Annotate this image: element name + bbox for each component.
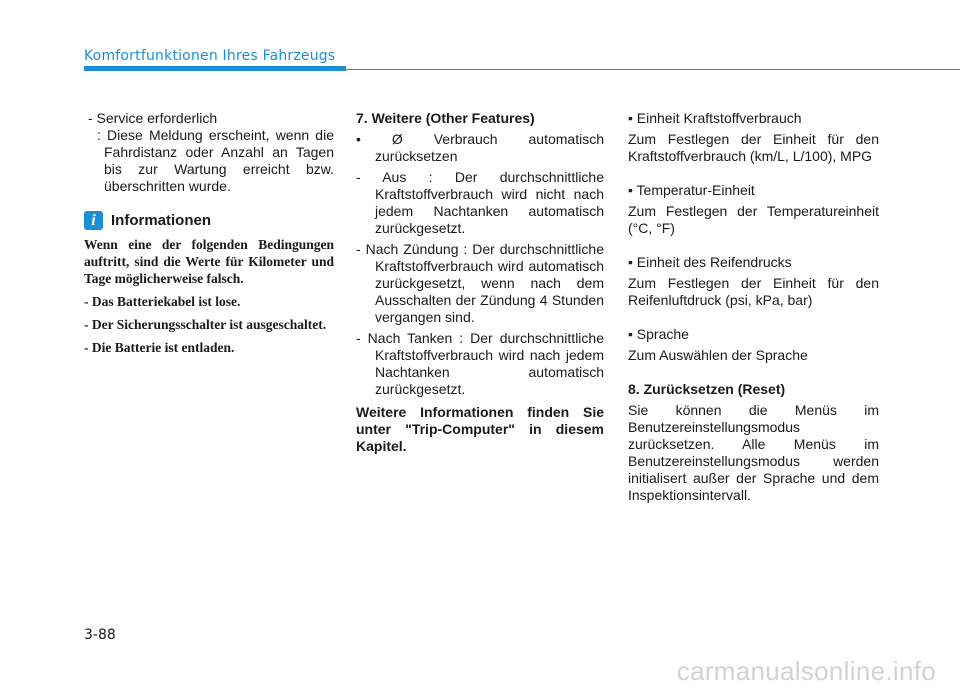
info-icon: i: [84, 211, 103, 230]
info-text: Wenn eine der folgenden Bedingungen auftritt, sind die Werte für Kilometer und Tage möglicherweise falsch.: [84, 237, 334, 286]
reset-description: Sie können die Menüs im Benutzereinstellungsmodus zurücksetzen. Alle Menüs im Benutzereinstellungsmodus werden initialisert außer der Sprache und dem Inspektionsintervall.: [628, 402, 879, 503]
bullet-language: • Sprache: [628, 326, 689, 342]
info-item: - Die Batterie ist entladen.: [84, 340, 235, 355]
tire-pressure-description: Zum Festlegen der Einheit für den Reifenluftdruck (psi, kPa, bar): [628, 275, 879, 308]
option-item: - Nach Tanken : Der durchschnittliche Kraftstoffverbrauch wird nach jedem Nachtanken automatisch zurückgesetzt.: [356, 330, 604, 397]
info-item: - Das Batteriekabel ist lose.: [84, 294, 241, 309]
bullet-reset-consumption: • Ø Verbrauch automatisch zurücksetzen: [356, 131, 604, 164]
header-rule: [346, 69, 960, 70]
section-heading-7: 7. Weitere (Other Features): [356, 110, 535, 126]
more-info-note: Weitere Informationen finden Sie unter "Trip-Computer" in diesem Kapitel.: [356, 404, 604, 454]
fuel-unit-description: Zum Festlegen der Einheit für den Kraftstoffverbrauch (km/L, L/100), MPG: [628, 131, 879, 164]
column-right: [628, 110, 879, 504]
info-item: - Der Sicherungsschalter ist ausgeschaltet.: [84, 317, 327, 332]
header-accent-bar: [84, 66, 346, 71]
page-number: 3-88: [84, 627, 116, 643]
column-left: [84, 110, 334, 356]
info-header: [84, 211, 334, 230]
service-description: : Diese Meldung erscheint, wenn die Fahrdistanz oder Anzahl an Tagen bis zur Wartung erreicht bzw. überschritten wurde.: [97, 127, 334, 194]
header-title: Komfortfunktionen Ihres Fahrzeugs: [84, 48, 336, 64]
watermark: carmanualsonline.info: [676, 656, 936, 686]
info-title: Informationen: [111, 212, 211, 229]
temperature-unit-description: Zum Festlegen der Temperatureinheit (°C, °F): [628, 203, 879, 236]
service-label: - Service erforderlich: [88, 110, 218, 126]
bullet-fuel-unit: • Einheit Kraftstoffverbrauch: [628, 110, 802, 126]
language-description: Zum Auswählen der Sprache: [628, 347, 808, 363]
section-heading-8: 8. Zurücksetzen (Reset): [628, 381, 786, 397]
column-middle: [356, 110, 604, 455]
option-item: - Nach Zündung : Der durchschnittliche Kraftstoffverbrauch wird automatisch zurückgesetzt, wenn nach dem Ausschalten der Zündung 4 Stunden vergangen sind.: [356, 241, 604, 325]
option-item: - Aus : Der durchschnittliche Kraftstoffverbrauch wird nicht nach jedem Nachtanken automatisch zurückgesetzt.: [356, 169, 604, 236]
bullet-temperature-unit: • Temperatur-Einheit: [628, 182, 755, 198]
bullet-tire-pressure-unit: • Einheit des Reifendrucks: [628, 254, 792, 270]
